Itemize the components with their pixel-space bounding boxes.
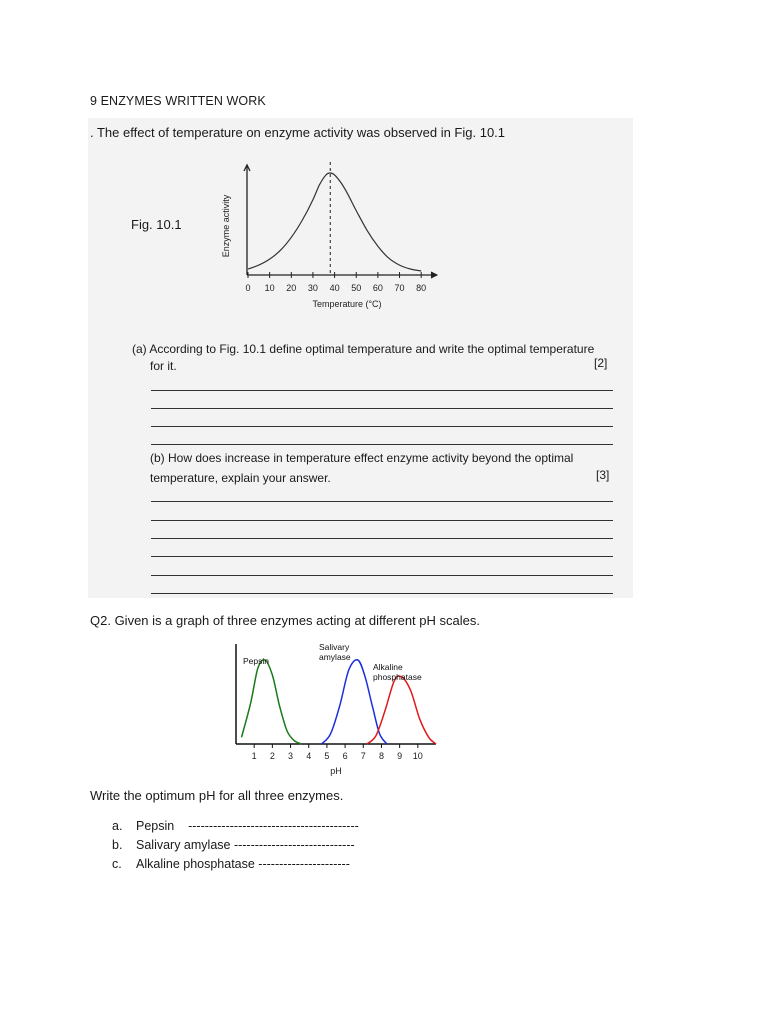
question-1a-continuation: for it.: [150, 359, 177, 373]
question-1a-lead: (a) According to Fig. 10.1 define optimal temperature and write the optimal temperature: [132, 342, 595, 356]
series-label-2: [319, 642, 351, 662]
question-1b-line-1: (b) How does increase in temperature effect enzyme activity beyond the optimal: [150, 451, 574, 465]
y-axis-label: Enzyme activity: [221, 194, 231, 258]
list-item[interactable]: [112, 817, 359, 836]
x-tick-label: 10: [412, 751, 423, 761]
series-label-line: phosphatase: [373, 672, 422, 682]
answer-line[interactable]: [151, 556, 613, 557]
temperature-activity-chart: [217, 150, 442, 315]
series-line-1: [242, 660, 302, 744]
write-optimum-prompt: Write the optimum pH for all three enzymes.: [90, 788, 344, 803]
x-tick-label: 8: [378, 751, 384, 761]
x-axis-arrow: [431, 272, 437, 278]
list-marker: c.: [112, 857, 122, 871]
series-label-1: [243, 656, 269, 666]
figure-label: Fig. 10.1: [131, 217, 182, 232]
answer-line[interactable]: [151, 501, 613, 502]
x-tick-label: 7: [360, 751, 366, 761]
list-item-text: Alkaline phosphatase ----------------------: [136, 857, 350, 871]
x-tick-label: 60: [372, 283, 383, 293]
answer-line[interactable]: [151, 575, 613, 576]
x-axis-label: Temperature (°C): [312, 299, 382, 309]
x-tick-label: 0: [245, 283, 251, 293]
optimum-ph-list: [112, 817, 359, 874]
x-tick-label: 1: [251, 751, 257, 761]
answer-line[interactable]: [151, 390, 613, 391]
question-1b-marks: [3]: [596, 468, 610, 482]
question-1-intro: . The effect of temperature on enzyme activity was observed in Fig. 10.1: [90, 125, 506, 140]
x-axis-label: pH: [330, 766, 342, 776]
x-tick-label: 5: [324, 751, 330, 761]
x-tick-label: 2: [269, 751, 275, 761]
list-item[interactable]: [112, 855, 359, 874]
series-label-line: amylase: [319, 652, 351, 662]
series-label-line: Pepsin: [243, 656, 269, 666]
series-label-line: Alkaline: [373, 662, 403, 672]
x-tick-label: 3: [288, 751, 294, 761]
x-tick-label: 40: [329, 283, 340, 293]
x-tick-label: 4: [306, 751, 312, 761]
answer-line[interactable]: [151, 408, 613, 409]
activity-curve: [248, 173, 421, 271]
x-tick-label: 80: [416, 283, 427, 293]
ph-activity-chart: [226, 638, 438, 778]
list-marker: b.: [112, 838, 123, 852]
x-tick-label: 70: [394, 283, 405, 293]
answer-line[interactable]: [151, 444, 613, 445]
question-1a-marks: [2]: [594, 356, 608, 370]
answer-line[interactable]: [151, 593, 613, 594]
answer-line[interactable]: [151, 538, 613, 539]
series-line-3: [367, 676, 436, 744]
list-item[interactable]: [112, 836, 359, 855]
list-item-text: Salivary amylase -----------------------------: [136, 838, 355, 852]
answer-line[interactable]: [151, 520, 613, 521]
question-1b-line-2: temperature, explain your answer.: [150, 471, 331, 485]
x-tick-label: 30: [307, 283, 318, 293]
x-tick-label: 50: [351, 283, 362, 293]
answer-line[interactable]: [151, 426, 613, 427]
series-label-3: [373, 662, 422, 682]
worksheet-title: 9 ENZYMES WRITTEN WORK: [90, 94, 266, 108]
list-item-text: Pepsin -----------------------------------------: [136, 819, 359, 833]
x-tick-label: 6: [342, 751, 348, 761]
list-marker: a.: [112, 819, 123, 833]
series-label-line: Salivary: [319, 642, 350, 652]
question-2-text: Q2. Given is a graph of three enzymes acting at different pH scales.: [90, 613, 480, 628]
x-tick-label: 9: [397, 751, 403, 761]
x-tick-label: 10: [264, 283, 275, 293]
x-tick-label: 20: [286, 283, 297, 293]
